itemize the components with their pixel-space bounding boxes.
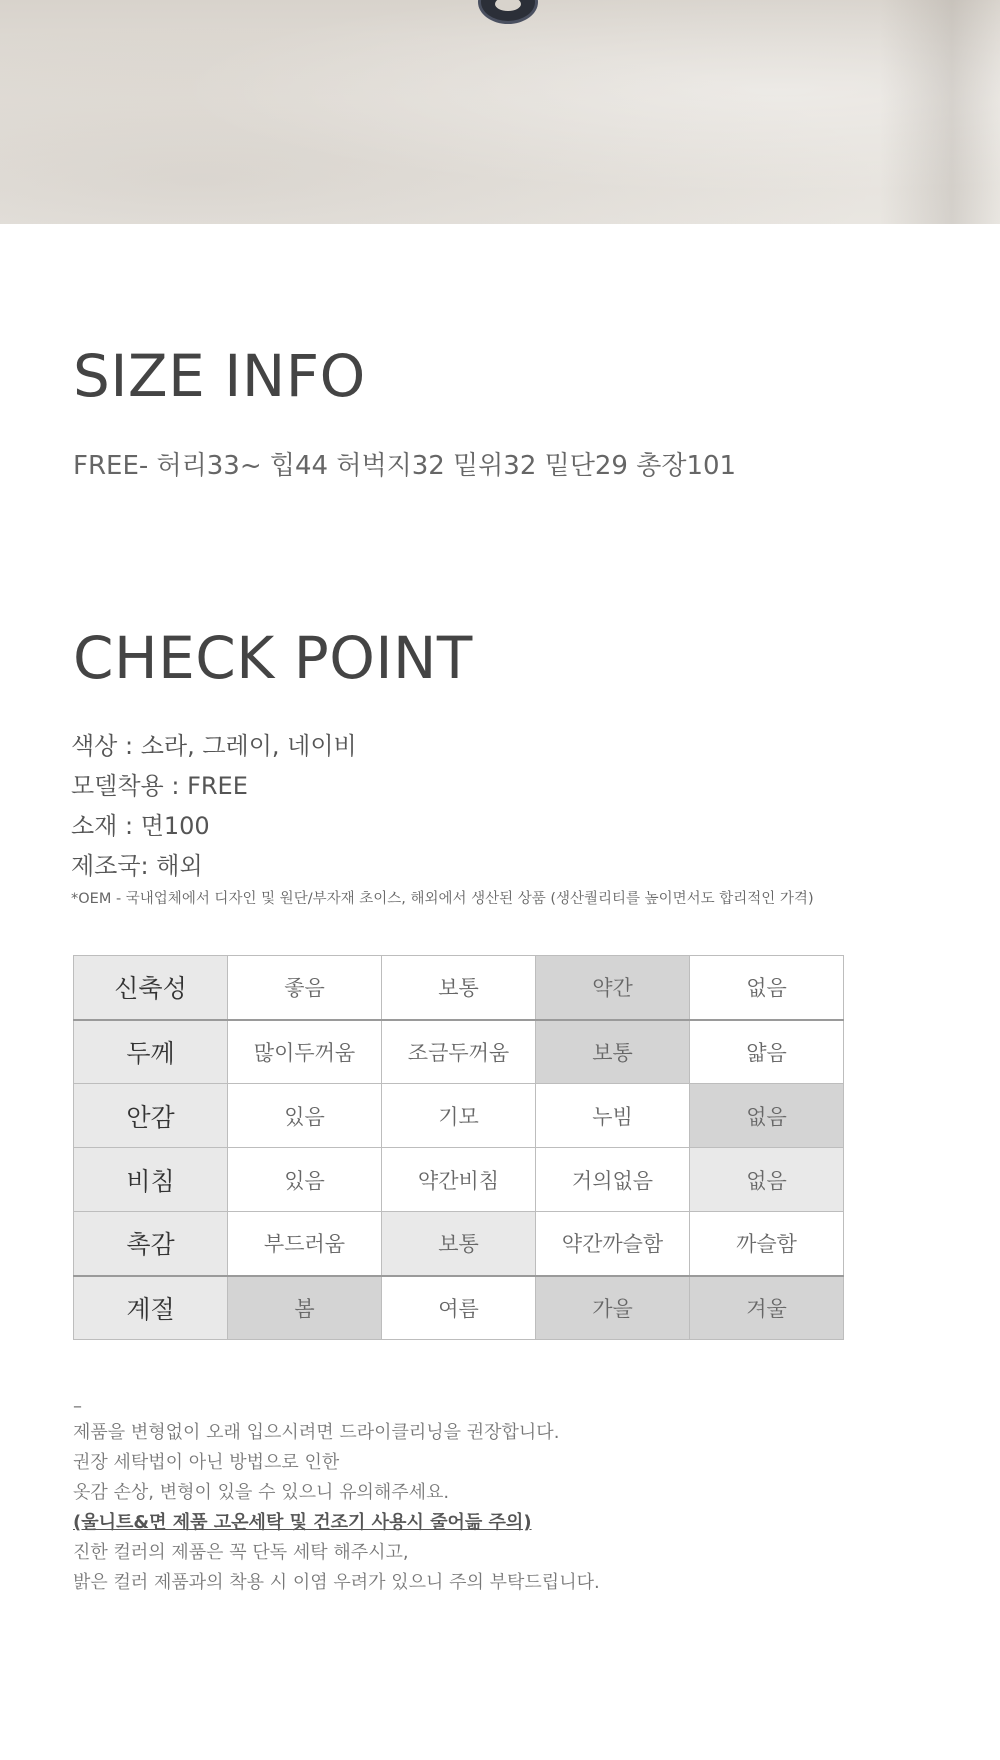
- spec-color: 색상 : 소라, 그레이, 네이비: [71, 732, 357, 760]
- option-cell: 까슬함: [690, 1212, 844, 1276]
- spec-list: [71, 726, 357, 886]
- option-cell: 없음: [690, 956, 844, 1020]
- option-cell: 얇음: [690, 1020, 844, 1084]
- table-row: [74, 1276, 844, 1340]
- row-label: 촉감: [74, 1212, 228, 1276]
- option-cell: 좋음: [228, 956, 382, 1020]
- fabric-fold: [880, 0, 1000, 224]
- note-line-5: 진한 컬러의 제품은 꼭 단독 세탁 해주시고,: [73, 1542, 409, 1563]
- oem-note: *OEM - 국내업체에서 디자인 및 원단/부자재 초이스, 해외에서 생산된 상품 (생산퀄리티를 높이면서도 합리적인 가격): [71, 891, 814, 907]
- option-cell: 보통: [382, 956, 536, 1020]
- spec-model-size: 모델착용 : FREE: [71, 772, 248, 800]
- spec-material: 소재 : 면100: [71, 812, 210, 840]
- row-label: 비침: [74, 1148, 228, 1212]
- row-label: 안감: [74, 1084, 228, 1148]
- table-row: [74, 1020, 844, 1084]
- check-point-table: [73, 955, 844, 1340]
- option-cell: 없음: [690, 1084, 844, 1148]
- option-cell: 겨울: [690, 1276, 844, 1340]
- option-cell: 약간: [536, 956, 690, 1020]
- option-cell: 보통: [382, 1212, 536, 1276]
- table-row: [74, 1084, 844, 1148]
- check-point-title: CHECK POINT: [73, 624, 473, 692]
- table-row: [74, 956, 844, 1020]
- note-line-1: 제품을 변형없이 오래 입으시려면 드라이클리닝을 권장합니다.: [73, 1422, 560, 1443]
- spec-origin: 제조국: 해외: [71, 852, 203, 880]
- note-line-3: 옷감 손상, 변형이 있을 수 있으니 유의해주세요.: [73, 1482, 450, 1503]
- option-cell: 있음: [228, 1148, 382, 1212]
- option-cell: 기모: [382, 1084, 536, 1148]
- option-cell: 거의없음: [536, 1148, 690, 1212]
- option-cell: 많이두꺼움: [228, 1020, 382, 1084]
- product-photo-crop: [0, 0, 1000, 224]
- table-row: [74, 1148, 844, 1212]
- option-cell: 없음: [690, 1148, 844, 1212]
- option-cell: 있음: [228, 1084, 382, 1148]
- row-label: 두께: [74, 1020, 228, 1084]
- option-cell: 누빔: [536, 1084, 690, 1148]
- note-line-6: 밝은 컬러 제품과의 착용 시 이염 우려가 있으니 주의 부탁드립니다.: [73, 1572, 600, 1593]
- row-label: 계절: [74, 1276, 228, 1340]
- option-cell: 봄: [228, 1276, 382, 1340]
- option-cell: 약간까슬함: [536, 1212, 690, 1276]
- option-cell: 여름: [382, 1276, 536, 1340]
- row-label: 신축성: [74, 956, 228, 1020]
- photo-shading: [0, 0, 1000, 224]
- option-cell: 가을: [536, 1276, 690, 1340]
- size-info-title: SIZE INFO: [73, 342, 366, 410]
- option-cell: 부드러움: [228, 1212, 382, 1276]
- care-notes: [73, 1396, 600, 1598]
- size-info-line: FREE- 허리33~ 힙44 허벅지32 밑위32 밑단29 총장101: [73, 451, 737, 481]
- notes-dash: –: [73, 1396, 82, 1417]
- option-cell: 조금두꺼움: [382, 1020, 536, 1084]
- option-cell: 보통: [536, 1020, 690, 1084]
- table-row: [74, 1212, 844, 1276]
- note-warning: (울니트&면 제품 고온세탁 및 건조기 사용시 줄어듦 주의): [73, 1512, 532, 1533]
- note-line-2: 권장 세탁법이 아닌 방법으로 인한: [73, 1452, 340, 1473]
- option-cell: 약간비침: [382, 1148, 536, 1212]
